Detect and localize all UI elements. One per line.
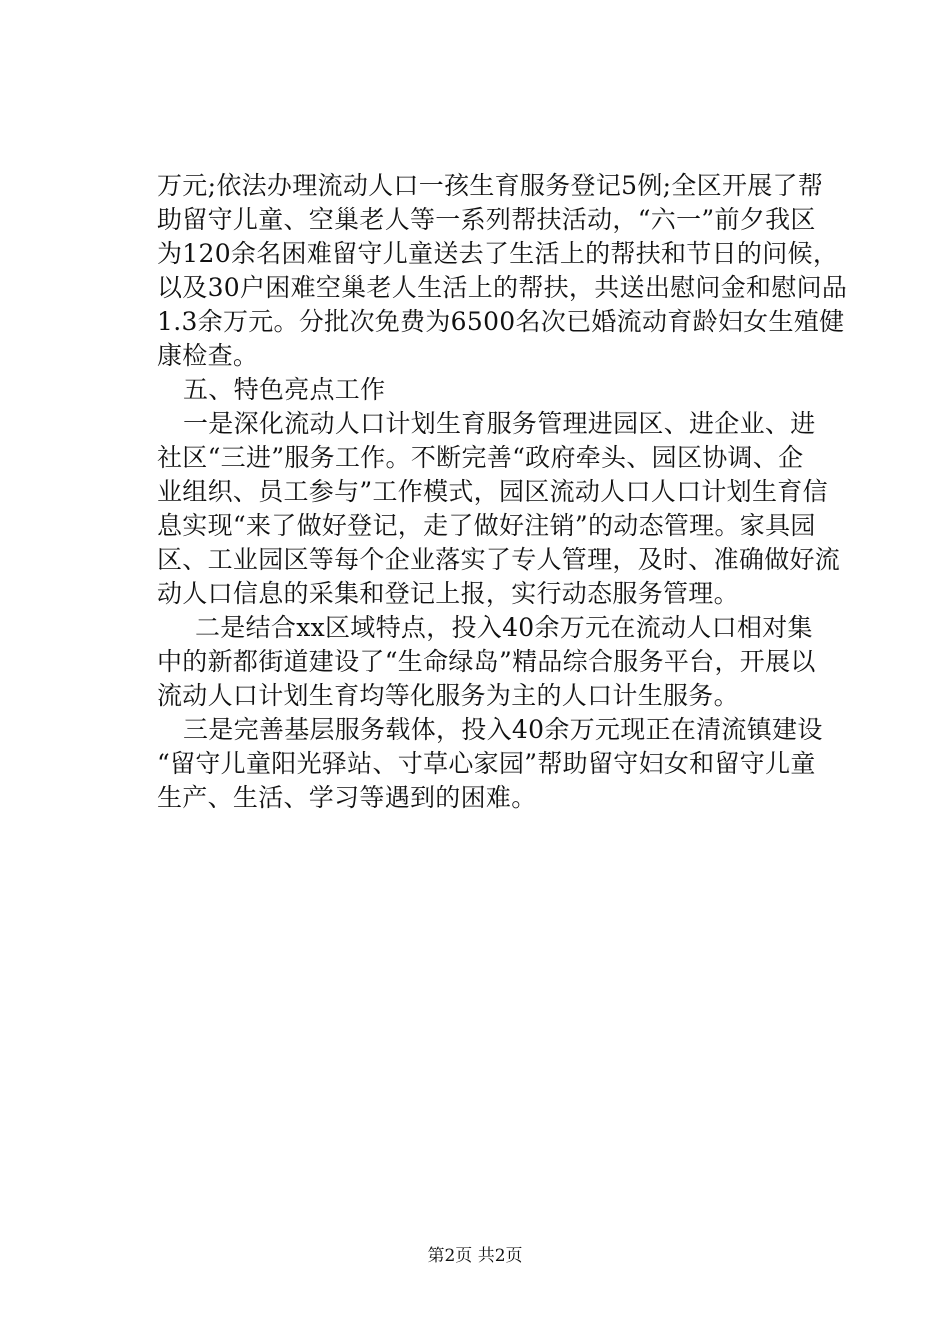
text-line: 以及30户困难空巢老人生活上的帮扶，共送出慰问金和慰问品 (157, 273, 848, 302)
text-line: 为120余名困难留守儿童送去了生活上的帮扶和节日的问候， (157, 239, 839, 268)
page-number-footer: 第2页 共2页 (427, 1246, 523, 1266)
text-line: 动人口信息的采集和登记上报，实行动态服务管理。 (157, 579, 739, 608)
text-line: 二是结合xx区域特点，投入40余万元在流动人口相对集 (195, 613, 813, 642)
section-heading: 五、特色亮点工作 (183, 375, 386, 404)
text-line: 一是深化流动人口计划生育服务管理进园区、进企业、进 (183, 409, 816, 438)
text-line: 社区“三进”服务工作。不断完善“政府牵头、园区协调、企 (157, 443, 804, 472)
text-line: 万元;依法办理流动人口一孩生育服务登记5例;全区开展了帮 (157, 171, 824, 200)
text-line: 康检查。 (157, 341, 259, 370)
document-body (157, 169, 848, 815)
text-line: 三是完善基层服务载体，投入40余万元现正在清流镇建设 (183, 715, 823, 744)
text-line: “留守儿童阳光驿站、寸草心家园”帮助留守妇女和留守儿童 (157, 749, 816, 778)
text-line: 区、工业园区等每个企业落实了专人管理，及时、准确做好流 (157, 545, 841, 574)
text-line: 中的新都街道建设了“生命绿岛”精品综合服务平台，开展以 (157, 647, 816, 676)
text-line: 生产、生活、学习等遇到的困难。 (157, 783, 537, 812)
text-line: 业组织、员工参与”工作模式，园区流动人口人口计划生育信 (157, 477, 828, 506)
text-line: 流动人口计划生育均等化服务为主的人口计生服务。 (157, 681, 739, 710)
text-line: 助留守儿童、空巢老人等一系列帮扶活动，“六一”前夕我区 (157, 205, 816, 234)
text-line: 1.3余万元。分批次免费为6500名次已婚流动育龄妇女生殖健 (157, 307, 845, 336)
text-line: 息实现“来了做好登记，走了做好注销”的动态管理。家具园 (157, 511, 816, 540)
